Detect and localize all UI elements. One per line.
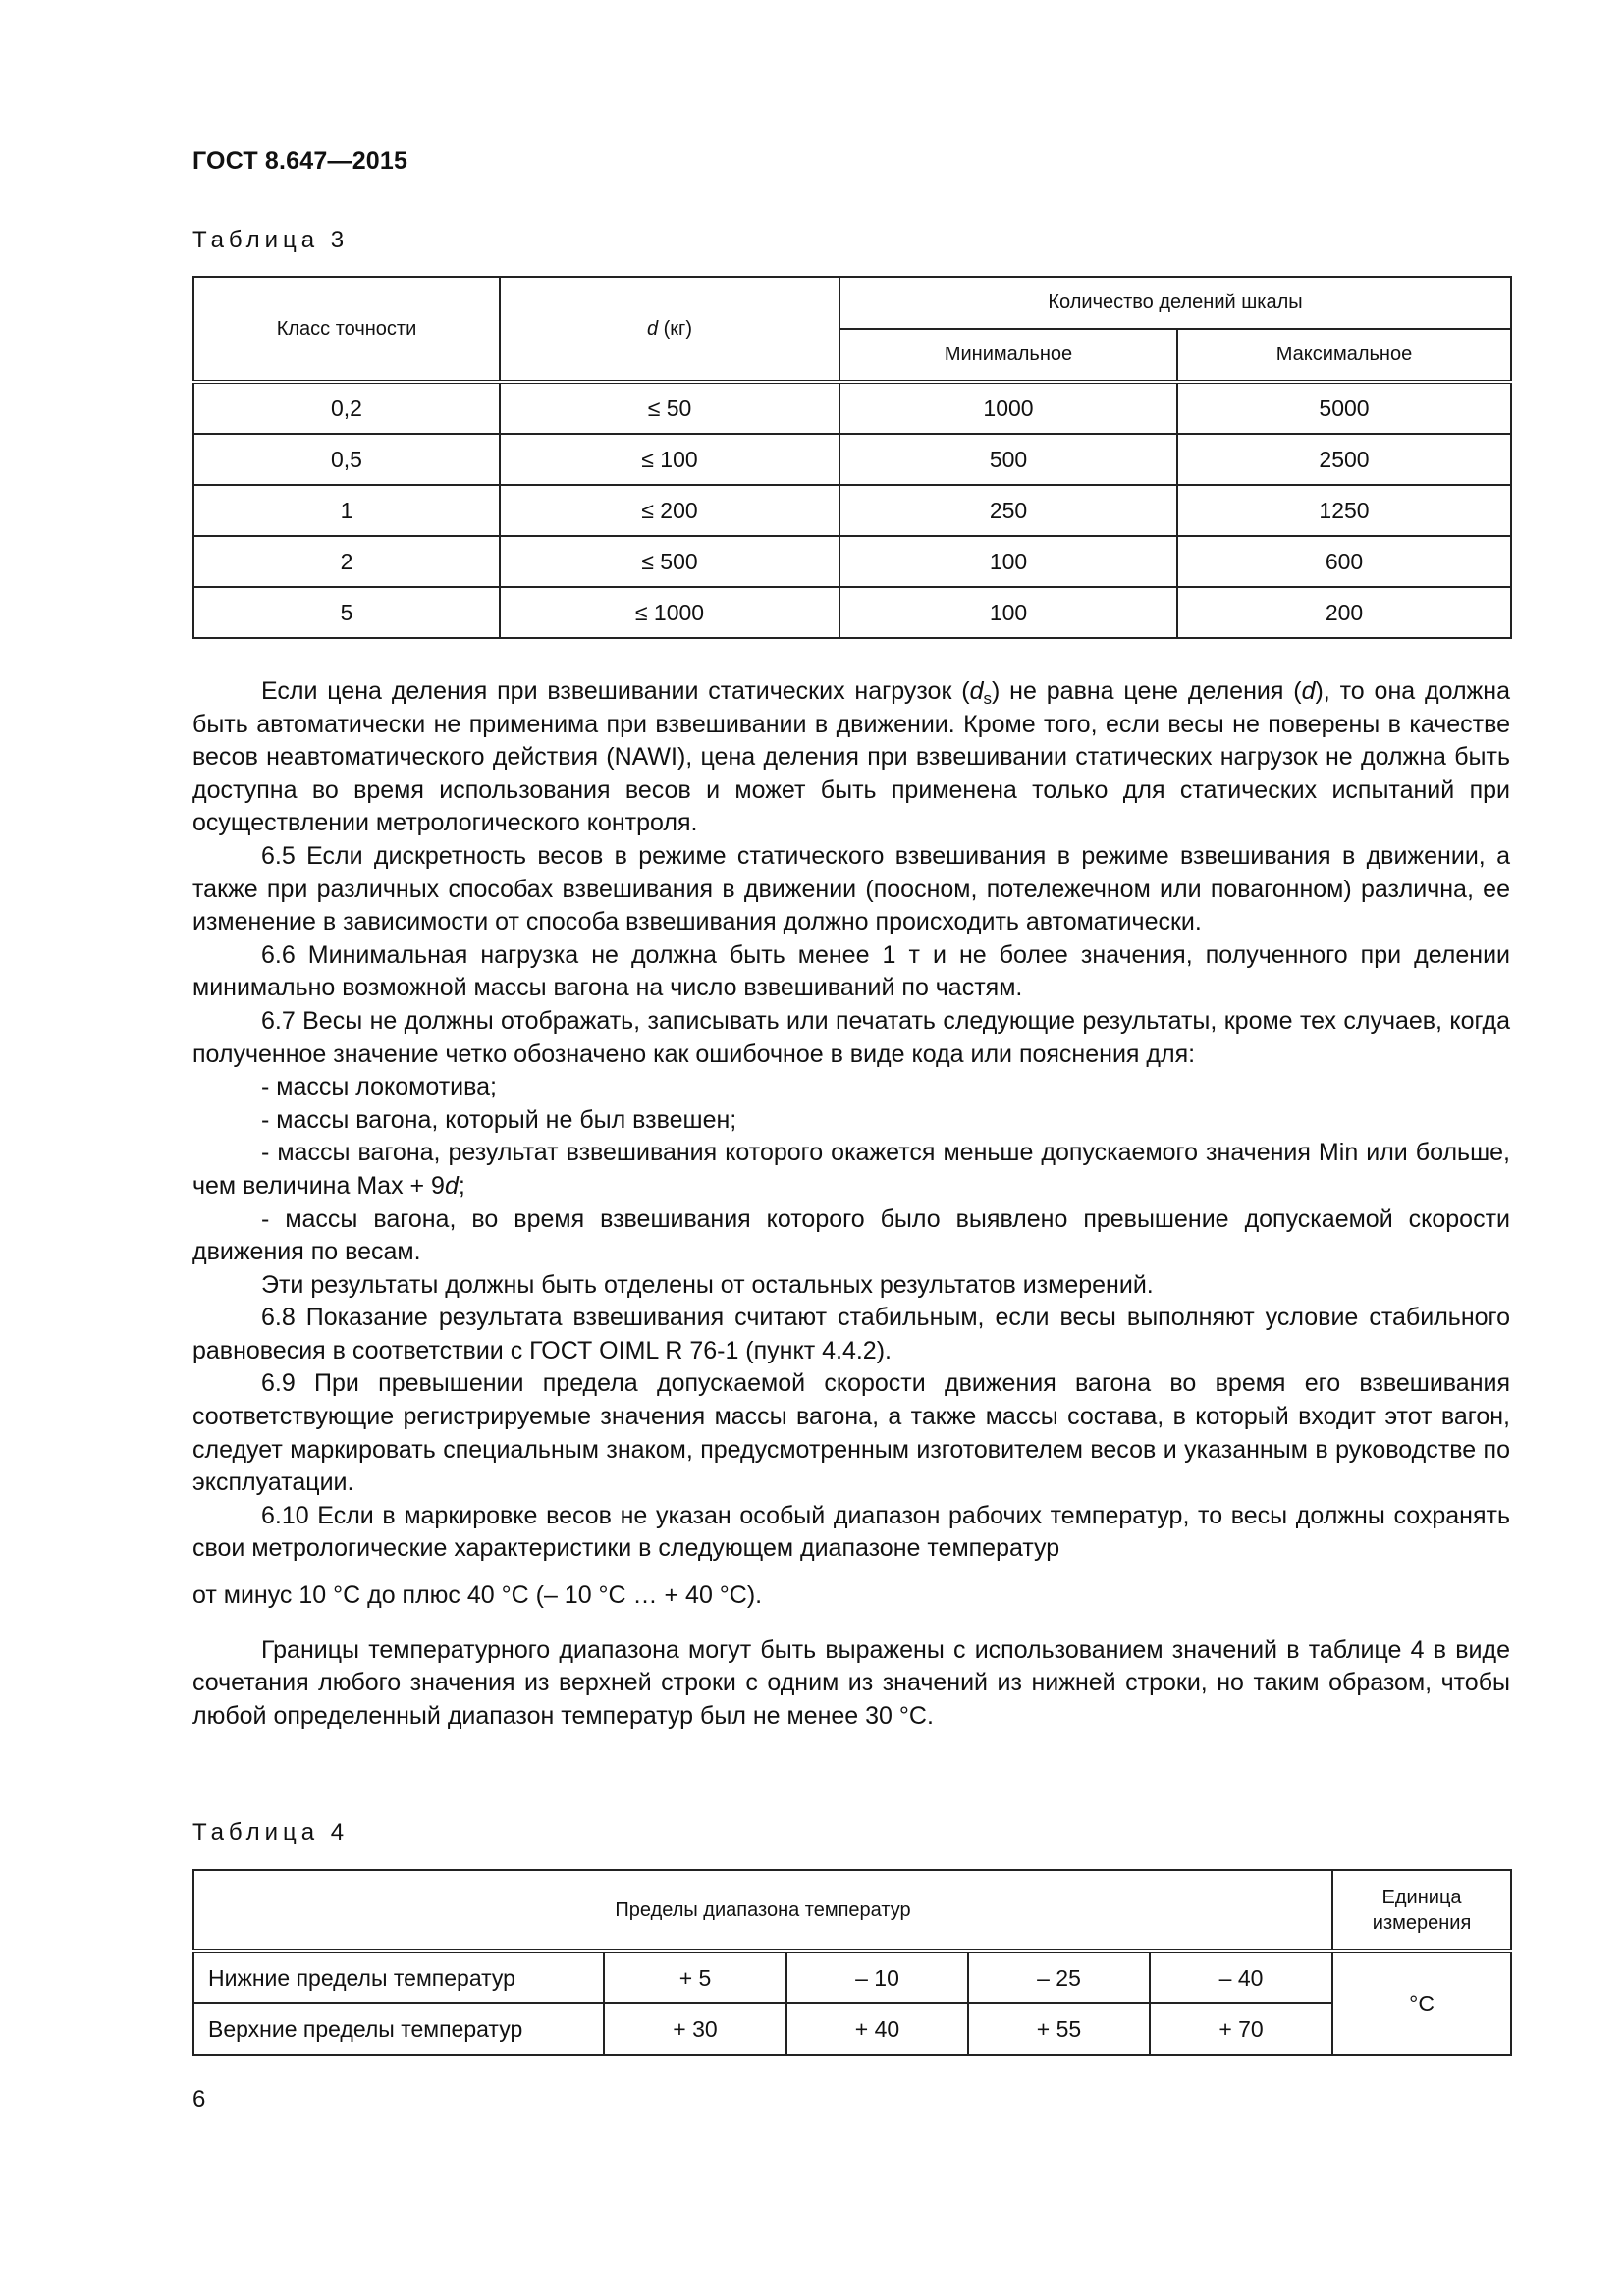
table-4 (192, 1869, 1512, 2056)
table-4-caption: Таблица 4 (192, 1819, 350, 1845)
list-item (192, 1137, 1510, 1202)
table-cell: ≤ 100 (500, 434, 839, 485)
list-item: - массы вагона, который не был взвешен; (261, 1105, 737, 1134)
table-cell: ≤ 1000 (500, 587, 839, 638)
subscript: s (983, 689, 992, 708)
table-cell: 0,2 (193, 382, 500, 434)
table-row (193, 1951, 1511, 2003)
paragraph-ds (192, 675, 1510, 840)
t3-head-d-symbol: d (646, 317, 659, 340)
table-row (193, 434, 1511, 485)
body-text (192, 675, 1510, 1733)
table-row (193, 382, 1511, 434)
document-id: ГОСТ 8.647—2015 (192, 147, 408, 175)
table-cell: + 5 (604, 1951, 786, 2003)
table-cell: 100 (839, 536, 1177, 587)
table-cell: + 40 (786, 2003, 968, 2055)
table-cell: – 10 (786, 1951, 968, 2003)
text-run: d (1301, 677, 1316, 705)
table-cell: + 70 (1150, 2003, 1332, 2055)
page-number: 6 (192, 2086, 206, 2112)
text-run: - массы вагона, результат взвешивания которого окажется меньше допускаемого значения Min или больше, чем величина Max + 9 (192, 1139, 1510, 1200)
table-cell: – 40 (1150, 1951, 1332, 2003)
paragraph-6-9: 6.9 При превышении предела допускаемой скорости движения вагона во время его взвешивания соответствующие регистрируемые значения массы вагона, а также массы состава, в который входит этот вагон, следует маркировать специальным знаком, предусмотренным изготовителем весов и указанным в руководстве по эксплуатации. (192, 1369, 1510, 1497)
paragraph-6-10: 6.10 Если в маркировке весов не указан особый диапазон рабочих температур, то весы должны сохранять свои метрологические характеристики в следующем диапазоне температур (192, 1501, 1510, 1563)
t3-head-class: Класс точности (193, 277, 500, 382)
text-run: ; (458, 1171, 465, 1200)
table-cell: 1 (193, 485, 500, 536)
table-row (193, 536, 1511, 587)
list-item: - массы вагона, во время взвешивания которого было выявлено превышение допускаемой скорости движения по весам. (192, 1204, 1510, 1266)
table-cell: 1000 (839, 382, 1177, 434)
table-cell: + 30 (604, 2003, 786, 2055)
t4-head-limits: Пределы диапазона температур (193, 1870, 1332, 1951)
t4-unit-value: °С (1332, 1951, 1511, 2055)
t3-head-min: Минимальное (839, 329, 1177, 382)
t4-upper-label: Верхние пределы температур (193, 2003, 604, 2055)
table-cell: ≤ 50 (500, 382, 839, 434)
document-page (192, 0, 1510, 2296)
table-cell: + 55 (968, 2003, 1150, 2055)
paragraph-bounds: Границы температурного диапазона могут быть выражены с использованием значений в таблице 4 в виде сочетания любого значения из верхней строки с одним из значений из нижней строки, но таким образом, чтобы любой определенный диапазон температур был не менее 30 °С. (192, 1635, 1510, 1730)
t3-head-divisions: Количество делений шкалы (839, 277, 1511, 329)
paragraph-6-7: 6.7 Весы не должны отображать, записывать или печатать следующие результаты, кроме тех случаев, когда полученное значение четко обозначено как ошибочное в виде кода или пояснения для: (192, 1006, 1510, 1068)
text-run: Если цена деления при взвешивании статических нагрузок ( (261, 677, 970, 705)
t4-head-unit: Единица измерения (1332, 1870, 1511, 1951)
paragraph-6-7-end: Эти результаты должны быть отделены от остальных результатов измерений. (261, 1270, 1154, 1299)
table-cell: 1250 (1177, 485, 1511, 536)
table-row (193, 485, 1511, 536)
table-cell: 0,5 (193, 434, 500, 485)
t3-head-max: Максимальное (1177, 329, 1511, 382)
paragraph-6-8: 6.8 Показание результата взвешивания считают стабильным, если весы выполняют условие стабильного равновесия в соответствии с ГОСТ OIML R 76-1 (пункт 4.4.2). (192, 1304, 1510, 1364)
t4-lower-label: Нижние пределы температур (193, 1951, 604, 2003)
table-3-caption: Таблица 3 (192, 227, 350, 253)
table-cell: 600 (1177, 536, 1511, 587)
t3-head-d-unit: (кг) (658, 317, 693, 340)
table-cell: 500 (839, 434, 1177, 485)
text-run: ) не равна цене деления ( (992, 677, 1302, 705)
text-run: ), то она должна быть автоматически не применима при взвешивании в движении. Кроме того, если весы не поверены в качестве весов неавтоматического действия (NAWI), цена деления при взвешивании статических нагрузок не должна быть доступна во время использования весов и может быть применена только для статических испытаний при осуществлении метрологического контроля. (192, 677, 1510, 837)
table-cell: 250 (839, 485, 1177, 536)
table-3 (192, 276, 1512, 639)
t3-head-d (500, 277, 839, 382)
list-item: - массы локомотива; (261, 1073, 497, 1101)
table-cell: 2 (193, 536, 500, 587)
table-cell: ≤ 500 (500, 536, 839, 587)
table-cell: 200 (1177, 587, 1511, 638)
table-row (193, 2003, 1511, 2055)
text-run: d (969, 677, 984, 705)
table-cell: 5 (193, 587, 500, 638)
temperature-formula: от минус 10 °С до плюс 40 °С (– 10 °С … + 40 °С). (192, 1581, 763, 1610)
text-run: d (444, 1171, 459, 1200)
table-row (193, 587, 1511, 638)
table-cell: 5000 (1177, 382, 1511, 434)
table-cell: 100 (839, 587, 1177, 638)
paragraph-6-5: 6.5 Если дискретность весов в режиме статического взвешивания в режиме взвешивания в движении, а также при различных способах взвешивания в движении (поосном, потележечном или повагонном) различна, ее изменение в зависимости от способа взвешивания должно происходить автоматически. (192, 841, 1510, 936)
table-cell: – 25 (968, 1951, 1150, 2003)
table-cell: 2500 (1177, 434, 1511, 485)
paragraph-6-6: 6.6 Минимальная нагрузка не должна быть менее 1 т и не более значения, полученного при делении минимально возможной массы вагона на число взвешиваний по частям. (192, 940, 1510, 1002)
table-cell: ≤ 200 (500, 485, 839, 536)
